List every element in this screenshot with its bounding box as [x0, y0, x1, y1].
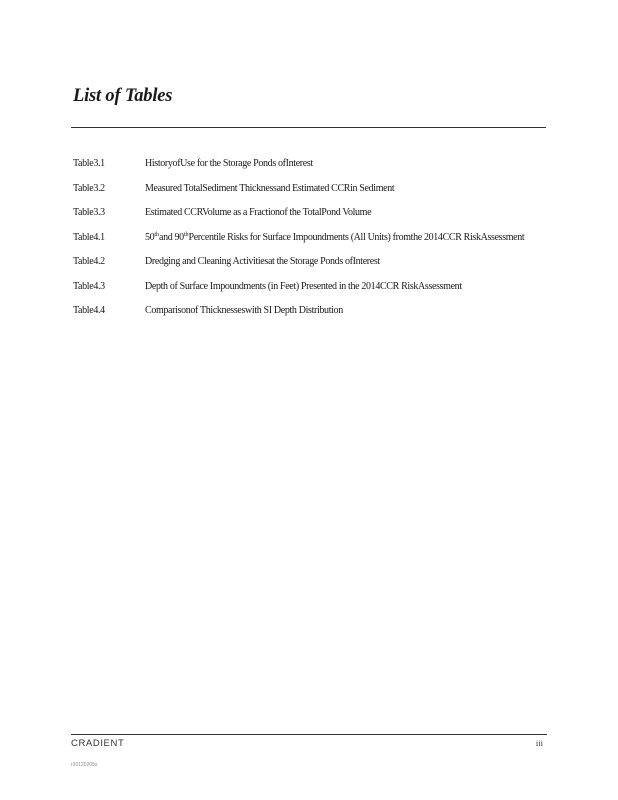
table-entry[interactable] — [73, 281, 545, 293]
table-entry[interactable] — [73, 256, 545, 268]
title-divider — [71, 127, 546, 128]
table-number: Table4.4 — [73, 305, 105, 316]
table-number: Table3.2 — [73, 182, 105, 194]
table-title — [145, 232, 545, 244]
table-number: Table4.2 — [73, 256, 105, 267]
title-text: and 90 — [158, 231, 184, 243]
title-text: Percentile Risks for Surface Impoundments (All Units) fromthe 2014CCR RiskAssessment — [188, 231, 525, 243]
footer-divider — [71, 734, 547, 735]
table-number: Table3.3 — [73, 207, 105, 218]
percentile-value: 50 — [145, 231, 155, 243]
table-number: Table4.1 — [73, 231, 105, 243]
table-entry[interactable] — [73, 232, 545, 244]
table-number: Table4.3 — [73, 280, 105, 292]
table-entry[interactable] — [73, 183, 545, 195]
table-entry[interactable] — [73, 158, 545, 170]
table-number: Table3.1 — [73, 158, 105, 169]
table-title: Measured TotalSediment Thicknessand Estimated CCRin Sediment — [145, 182, 395, 194]
page-number: iii — [535, 738, 543, 748]
table-title: HistoryofUse for the Storage Ponds ofInterest — [145, 158, 313, 169]
table-title: Dredging and Cleaning Activitiesat the Storage Ponds ofInterest — [145, 256, 380, 267]
company-logo: CRADIENT — [71, 738, 125, 749]
ordinal-suffix: th — [154, 231, 159, 238]
ordinal-suffix: th — [183, 231, 189, 238]
page-title: List of Tables — [73, 86, 173, 106]
table-entry[interactable] — [73, 305, 545, 317]
document-code: r30120205s — [71, 762, 98, 768]
table-title: Depth of Surface Impoundments (in Feet) Presented in the 2014CCR RiskAssessment — [145, 280, 462, 292]
list-of-tables — [73, 158, 545, 317]
table-title: Estimated CCRVolume as a Fractionof the TotalPond Volume — [145, 207, 372, 218]
table-entry[interactable] — [73, 207, 545, 219]
table-title: Comparisonof Thicknesseswith SI Depth Distribution — [145, 305, 343, 316]
